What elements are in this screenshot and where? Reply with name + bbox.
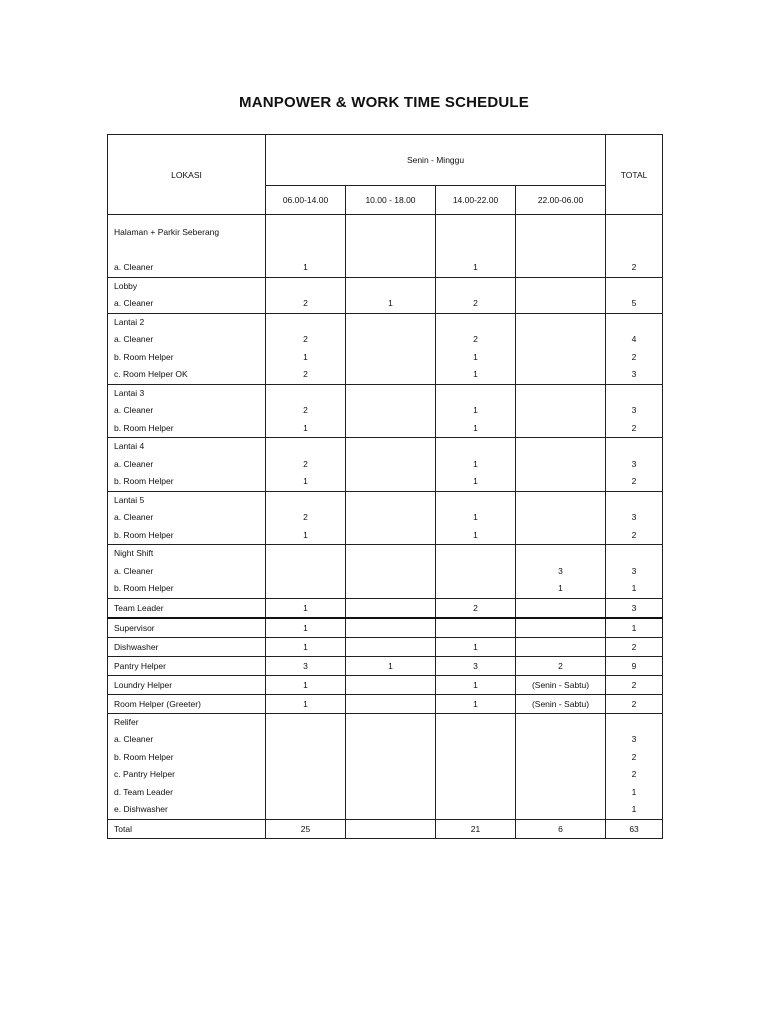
location-cell: [108, 277, 266, 313]
shift-cell-line: 2: [473, 334, 478, 344]
shift-cell-line: [516, 420, 605, 438]
total-cell: [606, 313, 663, 384]
shift-cell-line: [346, 385, 435, 403]
shift-cell-line: [436, 278, 515, 296]
table-row: [108, 438, 663, 492]
shift-cell: [266, 313, 346, 384]
shift-cell-line: 3: [558, 565, 563, 576]
table-row: [108, 618, 663, 638]
shift-cell-line: [346, 509, 435, 527]
shift-cell-line: 1: [473, 405, 478, 415]
shift-cell-line: [346, 420, 435, 438]
shift-cell-line: [346, 278, 435, 296]
location-cell: [108, 313, 266, 384]
shift-cell-line: [516, 295, 605, 313]
table-row: [108, 675, 663, 694]
shift-cell-line: [516, 492, 605, 510]
shift-cell-line: 2: [473, 298, 478, 308]
shift-cell-line: [516, 349, 605, 367]
total-cell-line: 3: [631, 512, 637, 522]
shift-cell: 1: [266, 618, 346, 638]
shift-cell-line: [266, 242, 345, 260]
location-cell-line: a. Cleaner: [114, 262, 154, 272]
shift-cell: [346, 694, 436, 713]
shift-cell-line: 1: [473, 458, 478, 469]
total-cell-line: 1: [631, 786, 637, 797]
shift-cell: [436, 277, 516, 313]
location-cell-line: a. Cleaner: [114, 734, 154, 744]
shift-cell-line: 1: [473, 422, 478, 433]
location-cell: Room Helper (Greeter): [108, 694, 266, 713]
location-cell-line: Relifer: [114, 716, 139, 727]
shift-cell-line: [346, 545, 435, 563]
shift-cell-line: [266, 545, 345, 563]
shift-cell: [516, 384, 606, 438]
header-shift-1: 06.00-14.00: [266, 186, 346, 215]
total-cell: 1: [606, 618, 663, 638]
shift-cell-line: [346, 456, 435, 474]
shift-cell-line: 1: [473, 529, 478, 540]
total-cell-line: 2: [631, 262, 637, 272]
total-cell-line: 4: [631, 334, 637, 344]
shift-cell-line: [436, 580, 515, 598]
shift-cell: [516, 313, 606, 384]
page-title: MANPOWER & WORK TIME SCHEDULE: [239, 94, 529, 111]
total-cell-line: 2: [631, 476, 637, 486]
shift-cell: [436, 545, 516, 599]
shift-cell: [516, 545, 606, 599]
total-cell: [606, 438, 663, 492]
shift-cell-line: [266, 314, 345, 332]
shift-cell: [346, 598, 436, 618]
shift-cell-line: [516, 278, 605, 296]
shift-cell-line: [436, 545, 515, 563]
shift-cell-line: [436, 224, 515, 242]
location-cell: [108, 215, 266, 278]
shift-cell-line: [516, 331, 605, 349]
shift-cell: [346, 313, 436, 384]
shift-cell-line: [266, 563, 345, 581]
shift-cell: 3: [436, 656, 516, 675]
shift-cell-line: 1: [303, 351, 308, 362]
total-cell-line: 1: [631, 583, 637, 593]
location-cell: Loundry Helper: [108, 675, 266, 694]
shift-cell-line: [436, 563, 515, 581]
location-cell-line: Lobby: [114, 280, 138, 291]
total-cell: 2: [606, 637, 663, 656]
shift-cell-line: [516, 456, 605, 474]
total-cell-line: 2: [631, 529, 637, 540]
location-cell-line: d. Team Leader: [114, 786, 173, 797]
shift-cell: [266, 545, 346, 599]
shift-total-cell: 21: [436, 819, 516, 838]
location-cell-line: b. Room Helper: [114, 351, 174, 362]
location-cell-line: b. Room Helper: [114, 529, 174, 540]
shift-cell: 1: [266, 675, 346, 694]
table-row: [108, 713, 663, 819]
table-row: [108, 598, 663, 618]
shift-cell-line: [346, 492, 435, 510]
location-cell: Supervisor: [108, 618, 266, 638]
shift-total-cell: 6: [516, 819, 606, 838]
shift-cell: [266, 438, 346, 492]
shift-cell-line: [266, 580, 345, 598]
shift-cell-line: 1: [473, 476, 478, 486]
table-row: [108, 277, 663, 313]
shift-cell: [436, 384, 516, 438]
shift-cell-line: [346, 259, 435, 277]
location-cell: [108, 545, 266, 599]
shift-cell-line: [346, 242, 435, 260]
header-shift-3: 14.00-22.00: [436, 186, 516, 215]
shift-cell-line: 2: [303, 458, 308, 469]
shift-cell-line: [346, 314, 435, 332]
shift-cell: [266, 713, 346, 819]
shift-cell: 1: [266, 598, 346, 618]
shift-cell-line: [266, 278, 345, 296]
shift-cell: [346, 545, 436, 599]
location-cell-line: a. Cleaner: [114, 298, 154, 308]
location-cell-line: Lantai 4: [114, 441, 145, 451]
shift-cell-line: [346, 527, 435, 545]
shift-cell-line: [436, 242, 515, 260]
shift-cell-line: [516, 473, 605, 491]
location-cell: [108, 384, 266, 438]
shift-cell-line: [346, 349, 435, 367]
location-cell-line: b. Room Helper: [114, 476, 174, 486]
shift-cell: [346, 675, 436, 694]
location-cell-line: a. Cleaner: [114, 334, 154, 344]
shift-cell-line: [436, 438, 515, 456]
location-cell-line: [108, 242, 265, 260]
shift-cell: (Senin - Sabtu): [516, 694, 606, 713]
shift-cell-line: [266, 492, 345, 510]
table-row: [108, 656, 663, 675]
shift-cell-line: [346, 402, 435, 420]
total-cell: 9: [606, 656, 663, 675]
total-cell-line: [606, 714, 662, 732]
shift-cell-line: [516, 509, 605, 527]
total-cell-line: 2: [631, 422, 637, 433]
location-cell-line: c. Pantry Helper: [114, 769, 175, 779]
total-cell-line: 2: [631, 751, 637, 762]
location-cell: Dishwasher: [108, 637, 266, 656]
table-row: [108, 637, 663, 656]
shift-cell-line: [346, 580, 435, 598]
location-cell: [108, 713, 266, 819]
shift-cell: 2: [516, 656, 606, 675]
shift-cell-line: [266, 438, 345, 456]
table-row: [108, 215, 663, 278]
header-total: TOTAL: [606, 135, 663, 215]
shift-cell: [346, 438, 436, 492]
shift-cell: 1: [436, 675, 516, 694]
shift-cell: [436, 438, 516, 492]
total-cell-line: [606, 314, 662, 332]
total-cell: [606, 277, 663, 313]
shift-cell: (Senin - Sabtu): [516, 675, 606, 694]
shift-cell: [346, 277, 436, 313]
totals-label: Total: [108, 819, 266, 838]
shift-cell: 1: [266, 637, 346, 656]
location-cell-line: a. Cleaner: [114, 565, 154, 576]
shift-cell: [346, 215, 436, 278]
shift-cell-line: 2: [303, 405, 308, 415]
header-period: Senin - Minggu: [266, 135, 606, 186]
total-cell: 2: [606, 694, 663, 713]
grand-total-cell: 63: [606, 819, 663, 838]
header-shift-2: 10.00 - 18.00: [346, 186, 436, 215]
total-cell-line: 3: [631, 734, 637, 744]
shift-cell-line: 1: [473, 351, 478, 362]
shift-cell: [516, 618, 606, 638]
total-cell-line: 1: [631, 804, 637, 814]
shift-cell-line: 1: [473, 512, 478, 522]
shift-cell: [436, 491, 516, 545]
shift-cell: 1: [436, 694, 516, 713]
total-cell-line: 2: [631, 769, 637, 779]
shift-cell: [346, 713, 436, 819]
table-row: [108, 384, 663, 438]
total-cell: [606, 491, 663, 545]
shift-cell: [516, 277, 606, 313]
shift-cell-line: [516, 385, 605, 403]
shift-cell-line: 1: [388, 298, 393, 308]
location-cell-line: b. Room Helper: [114, 751, 174, 762]
location-cell-line: b. Room Helper: [114, 422, 174, 433]
shift-cell-line: 1: [303, 262, 308, 272]
shift-cell-line: [346, 366, 435, 384]
shift-cell-line: [516, 402, 605, 420]
totals-row: [108, 819, 663, 838]
location-cell: [108, 491, 266, 545]
total-cell-line: [606, 278, 662, 296]
shift-cell-line: [516, 224, 605, 242]
table-row: [108, 545, 663, 599]
shift-cell-line: [516, 438, 605, 456]
total-cell: 2: [606, 675, 663, 694]
header-shift-4: 22.00-06.00: [516, 186, 606, 215]
shift-cell: [516, 637, 606, 656]
location-cell: [108, 438, 266, 492]
schedule-table: [107, 134, 663, 839]
shift-cell: [266, 215, 346, 278]
shift-cell-line: 1: [303, 529, 308, 540]
location-cell-line: Lantai 5: [114, 494, 145, 505]
total-cell-line: [606, 492, 662, 510]
shift-cell-line: [346, 224, 435, 242]
location-cell-line: Halaman + Parkir Seberang: [114, 227, 220, 237]
shift-cell-line: 2: [303, 334, 308, 344]
shift-cell-line: [516, 242, 605, 260]
shift-cell: 3: [266, 656, 346, 675]
total-cell: [606, 384, 663, 438]
shift-cell-line: [516, 545, 605, 563]
shift-cell-line: [436, 314, 515, 332]
shift-cell-line: [266, 224, 345, 242]
shift-cell: [346, 637, 436, 656]
shift-cell-line: [516, 527, 605, 545]
shift-cell-line: [266, 385, 345, 403]
total-cell-line: 2: [631, 351, 637, 362]
total-cell-line: 3: [631, 458, 637, 469]
total-cell-line: [606, 385, 662, 403]
total-cell-line: [606, 224, 662, 242]
shift-cell-line: [516, 314, 605, 332]
shift-cell: [516, 215, 606, 278]
location-cell-line: c. Room Helper OK: [114, 369, 188, 379]
shift-cell: [516, 598, 606, 618]
shift-cell-line: [346, 331, 435, 349]
shift-cell: [436, 313, 516, 384]
location-cell-line: Lantai 2: [114, 316, 145, 327]
shift-cell-line: 2: [303, 298, 308, 308]
shift-cell: [346, 491, 436, 545]
shift-cell-line: 1: [473, 369, 478, 379]
shift-cell: [516, 713, 606, 819]
table-row: [108, 694, 663, 713]
location-cell-line: e. Dishwasher: [114, 804, 168, 814]
total-cell-line: [606, 438, 662, 456]
location-cell-line: a. Cleaner: [114, 405, 154, 415]
shift-cell-line: [346, 473, 435, 491]
location-cell-line: a. Cleaner: [114, 512, 154, 522]
shift-cell-line: 2: [303, 512, 308, 522]
shift-cell-line: 1: [303, 476, 308, 486]
total-cell-line: 5: [631, 298, 637, 308]
location-cell-line: b. Room Helper: [114, 583, 174, 593]
total-cell-line: [606, 545, 662, 563]
shift-cell-line: [436, 385, 515, 403]
shift-cell-line: [346, 438, 435, 456]
shift-cell: [436, 215, 516, 278]
total-cell: [606, 713, 663, 819]
shift-cell: [346, 384, 436, 438]
shift-cell-line: 1: [473, 262, 478, 272]
total-cell: [606, 545, 663, 599]
shift-total-cell: [346, 819, 436, 838]
shift-cell-line: 2: [303, 369, 308, 379]
shift-total-cell: 25: [266, 819, 346, 838]
shift-cell: [346, 618, 436, 638]
location-cell-line: a. Cleaner: [114, 458, 154, 469]
total-cell-line: [606, 242, 662, 260]
shift-cell-line: [516, 366, 605, 384]
shift-cell-line: [346, 563, 435, 581]
shift-cell: 2: [436, 598, 516, 618]
shift-cell-line: 1: [303, 422, 308, 433]
table-row: [108, 491, 663, 545]
shift-cell: 1: [266, 694, 346, 713]
shift-cell-line: [436, 492, 515, 510]
shift-cell: 1: [346, 656, 436, 675]
shift-cell: [266, 491, 346, 545]
shift-cell: [266, 384, 346, 438]
location-cell: Team Leader: [108, 598, 266, 618]
shift-cell: [516, 491, 606, 545]
location-cell-line: Night Shift: [114, 548, 154, 558]
shift-cell-line: [516, 259, 605, 277]
header-lokasi: LOKASI: [108, 135, 266, 215]
shift-cell: [436, 618, 516, 638]
shift-cell: [516, 438, 606, 492]
total-cell-line: 3: [631, 369, 637, 379]
table-row: [108, 313, 663, 384]
shift-cell-line: 1: [558, 583, 563, 593]
shift-cell: 1: [436, 637, 516, 656]
shift-cell: [436, 713, 516, 819]
total-cell: 3: [606, 598, 663, 618]
location-cell: Pantry Helper: [108, 656, 266, 675]
total-cell: [606, 215, 663, 278]
total-cell-line: 3: [631, 565, 637, 576]
shift-cell: [266, 277, 346, 313]
total-cell-line: 3: [631, 405, 637, 415]
location-cell-line: Lantai 3: [114, 387, 145, 398]
